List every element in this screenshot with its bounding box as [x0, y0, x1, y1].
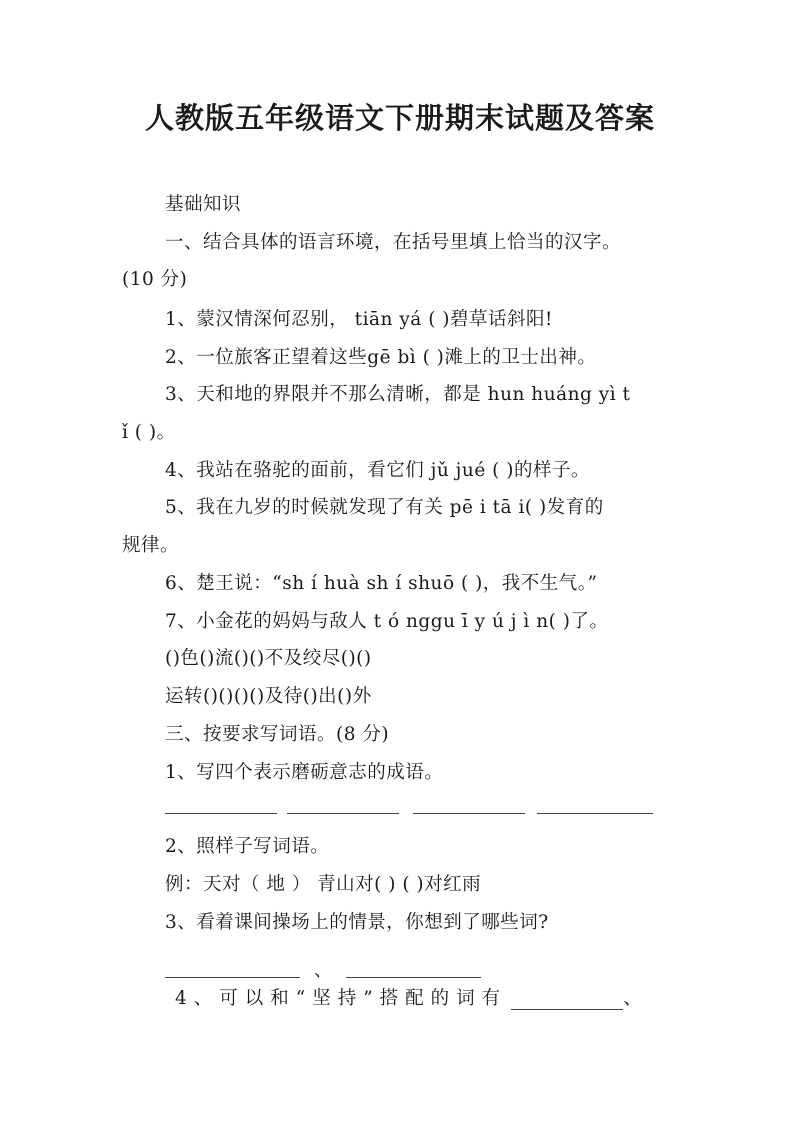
answer-blanks-row-1: [165, 812, 653, 814]
answer-blanks-row-2: [165, 952, 481, 981]
idiom-fill-line-2: 运转()()()()及待()出()外: [165, 686, 372, 707]
part3-question-4-end: 、: [623, 988, 649, 1009]
answer-blank[interactable]: [413, 812, 525, 814]
part3-heading: 三、按要求写词语。(8 分): [165, 724, 390, 745]
answer-blank[interactable]: [165, 812, 277, 814]
question-3-line2: ǐ ( )。: [122, 422, 176, 443]
part3-question-2-example: 例：天对（ 地 ） 青山对( ) ( )对红雨: [165, 874, 482, 895]
part3-question-3: 3、看着课间操场上的情景，你想到了哪些词?: [165, 912, 549, 933]
page-title: 人教版五年级语文下册期末试题及答案: [144, 101, 655, 135]
question-1: 1、蒙汉情深何忍别， tiān yá ( )碧草话斜阳!: [165, 309, 553, 330]
question-2: 2、一位旅客正望着这些gē bì ( )滩上的卫士出神。: [165, 347, 597, 368]
part3-question-4: [175, 984, 649, 1010]
question-3-line1: 3、天和地的界限并不那么清晰，都是 hun huáng yì t: [165, 384, 631, 405]
question-6: 6、楚王说：“sh í huà sh í shuō ( )，我不生气。”: [165, 573, 598, 594]
part1-heading: 一、结合具体的语言环境，在括号里填上恰当的汉字。: [165, 232, 622, 253]
question-5-line2: 规律。: [122, 535, 180, 556]
part3-question-2: 2、照样子写词语。: [165, 836, 330, 857]
answer-blank[interactable]: [346, 976, 481, 978]
question-5-line1: 5、我在九岁的时候就发现了有关 pē i tā i( )发育的: [165, 497, 604, 518]
part3-question-4-text: 4、可以和“坚持”搭配的词有: [175, 988, 508, 1009]
question-4: 4、我站在骆驼的面前，看它们 jǔ jué ( )的样子。: [165, 460, 590, 481]
section-heading: 基础知识: [165, 194, 242, 215]
answer-blank[interactable]: [287, 812, 399, 814]
blank-separator: 、: [314, 960, 332, 981]
question-7: 7、小金花的妈妈与敌人 t ó nggu ī y ú j ì n( )了。: [165, 611, 609, 632]
part1-score: (10 分): [122, 269, 188, 290]
part3-question-1: 1、写四个表示磨砺意志的成语。: [165, 762, 444, 783]
idiom-fill-line-1: ()色()流()()不及绞尽()(): [165, 648, 372, 669]
answer-blank[interactable]: [537, 812, 653, 814]
answer-blank[interactable]: [165, 976, 300, 978]
answer-blank[interactable]: [511, 1008, 623, 1010]
